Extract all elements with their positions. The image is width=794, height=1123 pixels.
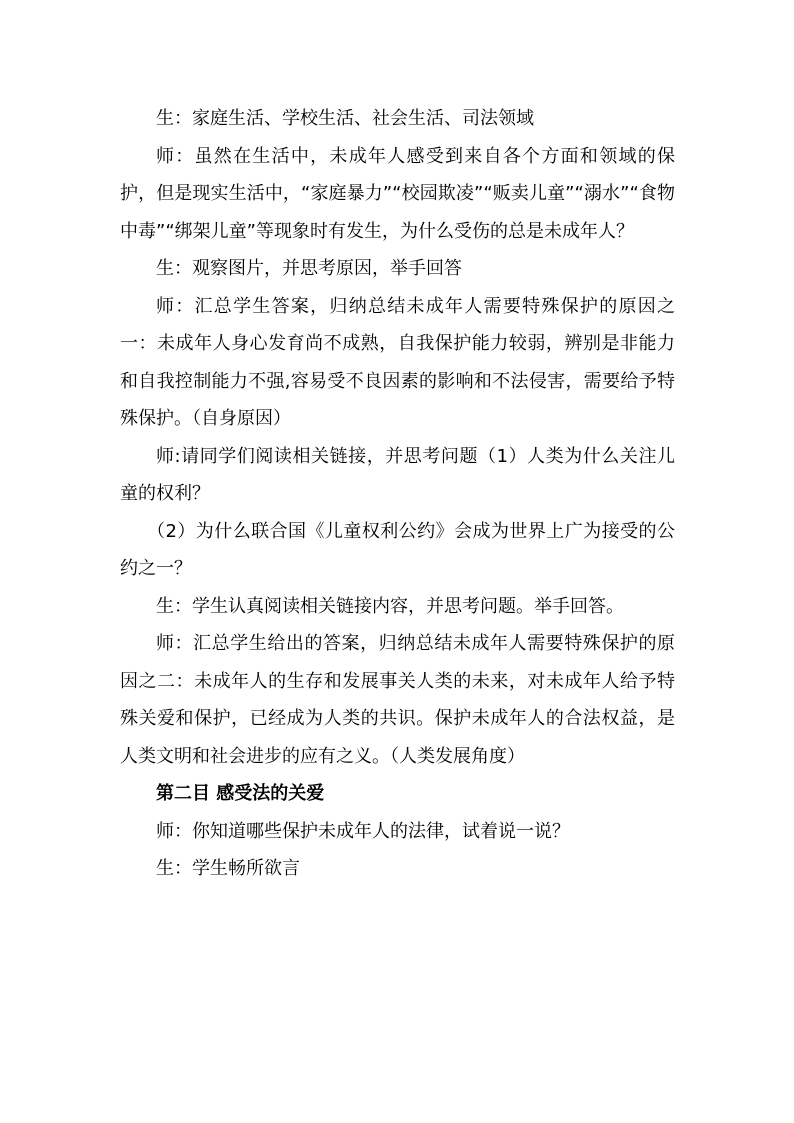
section-heading: 第二目 感受法的关爱: [156, 783, 325, 804]
paragraph-student-answer-4: 生：学生畅所欲言: [156, 858, 300, 879]
paragraph-teacher-question-1: 师：虽然在生活中，未成年人感受到来自各个方面和领域的保护，但是现实生活中，“家庭暴力”“校园欺凌”“贩卖儿童”“溺水”“食物中毒”“绑架儿童”等现象时有发生，为什么受伤的总是未成年人？: [120, 145, 675, 242]
paragraph-teacher-question-3: 师：你知道哪些保护未成年人的法律，试着说一说？: [156, 820, 570, 842]
document-body: [120, 100, 675, 888]
paragraph-student-answer-3: 生：学生认真阅读相关链接内容，并思考问题。举手回答。: [156, 595, 624, 617]
paragraph-student-answer-1: 生：家庭生活、学校生活、社会生活、司法领域: [156, 108, 534, 129]
paragraph-question-2b: （2）为什么联合国《儿童权利公约》会成为世界上广为接受的公约之一？: [120, 520, 675, 579]
paragraph-teacher-question-2: 师:请同学们阅读相关链接，并思考问题（1）人类为什么关注儿童的权利？: [120, 445, 675, 504]
paragraph-teacher-summary-1: 师：汇总学生答案，归纳总结未成年人需要特殊保护的原因之一：未成年人身心发育尚不成熟，自我保护能力较弱，辨别是非能力和自我控制能力不强,容易受不良因素的影响和不法侵害，需要给予特殊保护。（自身原因）: [120, 295, 675, 429]
paragraph-teacher-summary-2: 师：汇总学生给出的答案，归纳总结未成年人需要特殊保护的原因之二：未成年人的生存和发展事关人类的未来，对未成年人给予特殊关爱和保护，已经成为人类的共识。保护未成年人的合法权益，是人类文明和社会进步的应有之义。（人类发展角度）: [120, 633, 675, 767]
paragraph-student-answer-2: 生：观察图片，并思考原因，举手回答: [156, 258, 462, 279]
